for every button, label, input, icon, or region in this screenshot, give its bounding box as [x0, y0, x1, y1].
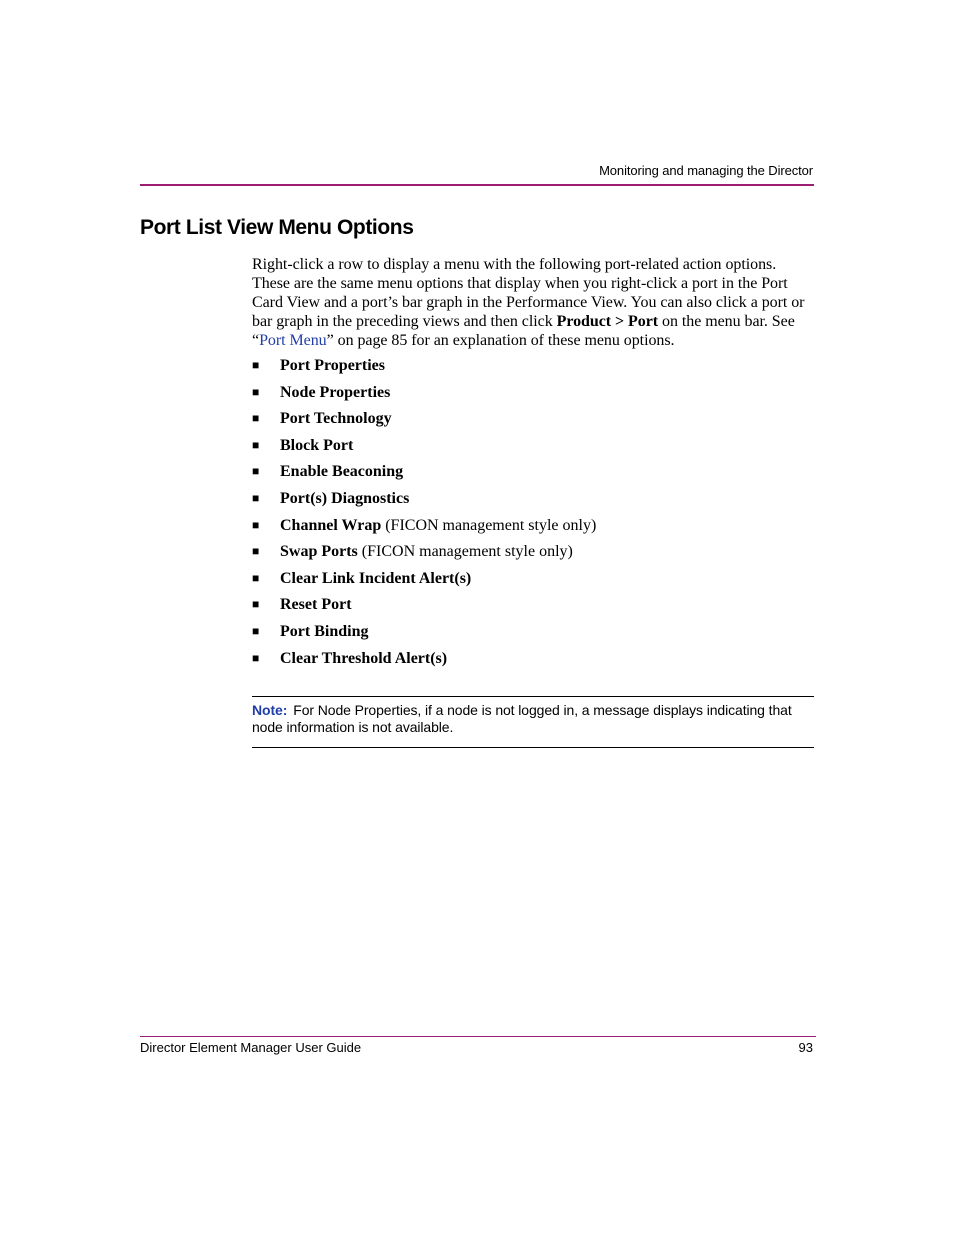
- list-item: [252, 647, 596, 674]
- bullet-icon: ■: [252, 650, 260, 665]
- menu-option-note: (FICON management style only): [381, 516, 597, 534]
- bullet-icon: ■: [252, 544, 260, 559]
- list-item: [252, 460, 596, 487]
- list-item: [252, 593, 596, 620]
- menu-option-note: (FICON management style only): [357, 543, 573, 561]
- bullet-icon: ■: [252, 570, 260, 585]
- list-item: [252, 540, 596, 567]
- header-rule: [140, 184, 814, 186]
- menu-option-label: Enable Beaconing: [280, 463, 404, 481]
- note-bottom-rule: [252, 747, 814, 748]
- list-item: [252, 381, 596, 408]
- menu-path: Product > Port: [556, 313, 659, 330]
- menu-option-label: Block Port: [280, 436, 354, 454]
- menu-option-label: Node Properties: [280, 383, 391, 401]
- menu-option-label: Port Binding: [280, 622, 369, 640]
- menu-options-list: [252, 354, 596, 673]
- list-item: [252, 407, 596, 434]
- intro-text-1: Right-click a row to display a menu with the following port-related action options. These are the same menu options that display when you right-click a port in the Port Card View and a port’s bar graph in the Performance View. You can also click a port or bar graph in the preceding views and then click: [252, 256, 805, 330]
- note-text: For Node Properties, if a node is not logged in, a message displays indicating that node information is not available.: [252, 702, 792, 735]
- bullet-icon: ■: [252, 437, 260, 452]
- footer-title: Director Element Manager User Guide: [140, 1040, 362, 1055]
- list-item: [252, 514, 596, 541]
- bullet-icon: ■: [252, 464, 260, 479]
- menu-option-label: Port(s) Diagnostics: [280, 489, 410, 507]
- menu-option-label: Clear Link Incident Alert(s): [280, 569, 472, 587]
- bullet-icon: ■: [252, 490, 260, 505]
- list-item: [252, 434, 596, 461]
- section-title: Port List View Menu Options: [140, 216, 414, 239]
- bullet-icon: ■: [252, 358, 260, 372]
- note-top-rule: [252, 696, 814, 697]
- note-box: [252, 702, 814, 736]
- footer-rule: [140, 1036, 816, 1037]
- running-header: Monitoring and managing the Director: [599, 163, 813, 178]
- list-item: [252, 487, 596, 514]
- bullet-icon: ■: [252, 517, 260, 532]
- intro-paragraph: [252, 255, 814, 350]
- list-item: [252, 354, 596, 381]
- menu-option-label: Swap Ports: [280, 543, 358, 561]
- menu-option-label: Clear Threshold Alert(s): [280, 649, 448, 667]
- bullet-icon: ■: [252, 597, 260, 612]
- page-number: 93: [798, 1040, 813, 1055]
- list-item: [252, 567, 596, 594]
- menu-option-label: Port Technology: [280, 410, 392, 428]
- bullet-icon: ■: [252, 384, 260, 399]
- menu-option-label: Channel Wrap: [280, 516, 382, 534]
- menu-option-label: Port Properties: [280, 357, 385, 374]
- intro-text-3: ” on page 85 for an explanation of these menu options.: [326, 332, 675, 349]
- bullet-icon: ■: [252, 411, 260, 426]
- intro-text-2: on the menu bar. See “: [252, 313, 795, 349]
- menu-option-label: Reset Port: [280, 596, 352, 614]
- port-menu-link[interactable]: Port Menu: [259, 332, 327, 349]
- note-label: Note:: [252, 702, 288, 718]
- bullet-icon: ■: [252, 623, 260, 638]
- list-item: [252, 620, 596, 647]
